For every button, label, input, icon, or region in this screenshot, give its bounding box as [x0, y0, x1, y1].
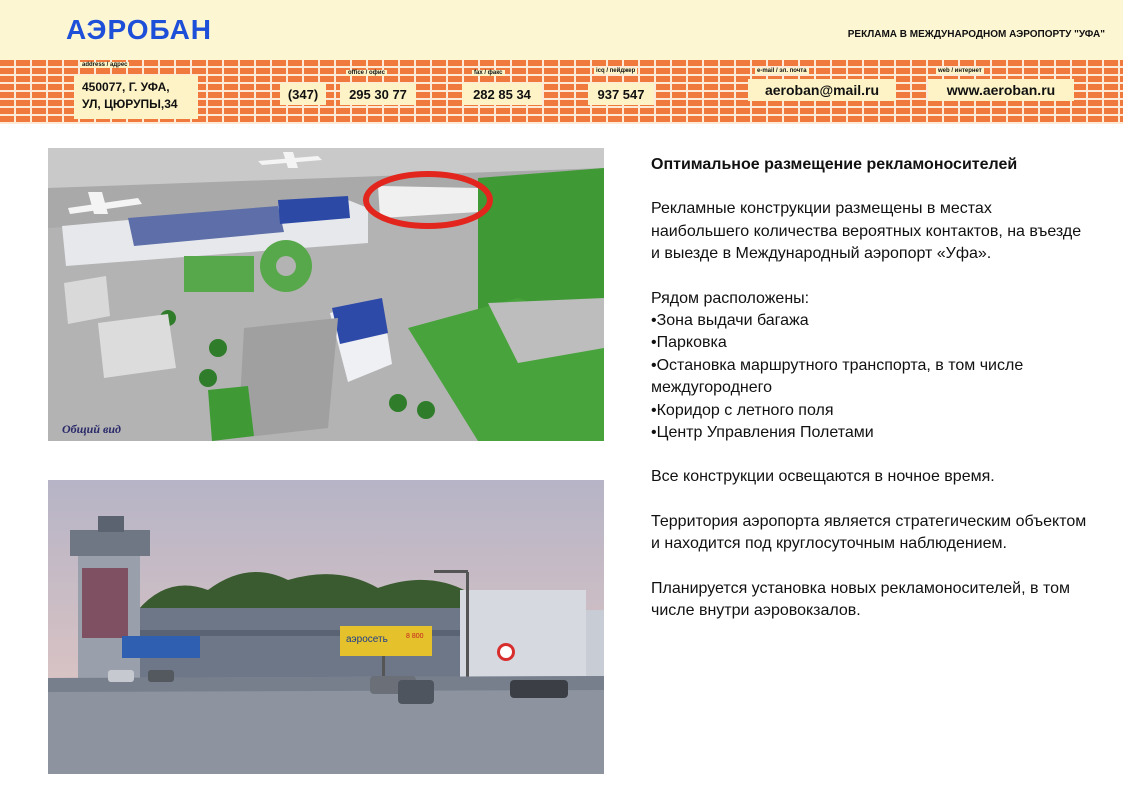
address-label: address / адрес	[82, 62, 128, 68]
nearby-item-bus-stop: • Остановка маршрутного транспорта, в том числе междугороднего	[651, 355, 1091, 400]
nearby-item-flight-control: • Центр Управления Полетами	[651, 422, 1091, 444]
email-label: e-mail / эл. почта	[757, 68, 807, 74]
airport-photo-image	[48, 480, 604, 774]
address-box	[74, 75, 198, 119]
nearby-item-corridor: • Коридор с летного поля	[651, 400, 1091, 422]
address-line-2: УЛ, ЦЮРУПЫ,34	[82, 97, 178, 111]
description-column	[651, 154, 1091, 645]
nearby-title: Рядом расположены:	[651, 289, 810, 307]
nearby-list	[651, 310, 1091, 444]
aerial-caption: Общий вид	[62, 422, 121, 436]
airport-aerial-image	[48, 148, 604, 441]
email-link[interactable]: aeroban@mail.ru	[748, 79, 896, 101]
fax-label: fax / факс	[474, 70, 503, 76]
billboard-number: 8 800	[406, 633, 424, 640]
web-label: web / интернет	[938, 68, 982, 74]
nearby-item-parking: • Парковка	[651, 332, 1091, 354]
section-heading: Оптимальное размещение рекламоносителей	[651, 156, 1018, 173]
security-paragraph: Территория аэропорта является стратегическим объектом и находится под круглосуточным наблюдением.	[651, 512, 1087, 553]
nearby-item-baggage: • Зона выдачи багажа	[651, 310, 1091, 332]
icq-number[interactable]: 937 547	[588, 83, 654, 105]
icq-label: icq / пейджер	[596, 68, 636, 74]
billboard-text: аэросеть	[346, 634, 388, 645]
fax-number[interactable]: 282 85 34	[462, 83, 542, 105]
header-band	[0, 0, 1123, 60]
company-logo: АЭРОБАН	[66, 14, 213, 45]
office-phone[interactable]: 295 30 77	[340, 83, 416, 105]
placement-paragraph: Рекламные конструкции размещены в местах наибольшего количества вероятных контактов, на въезде и выезде в Международный аэропорт «Уфа».	[651, 200, 1082, 263]
office-label: office / офис	[348, 70, 385, 76]
header-slogan: РЕКЛАМА В МЕЖДУНАРОДНОМ АЭРОПОРТУ "УФА"	[847, 29, 1105, 40]
phone-code: (347)	[280, 83, 326, 105]
address-line-1: 450077, Г. УФА,	[82, 80, 170, 94]
plans-paragraph: Планируется установка новых рекламоносителей, в том числе внутри аэровокзалов.	[651, 579, 1070, 620]
website-link[interactable]: www.aeroban.ru	[928, 79, 1074, 101]
lighting-paragraph: Все конструкции освещаются в ночное время.	[651, 468, 995, 486]
